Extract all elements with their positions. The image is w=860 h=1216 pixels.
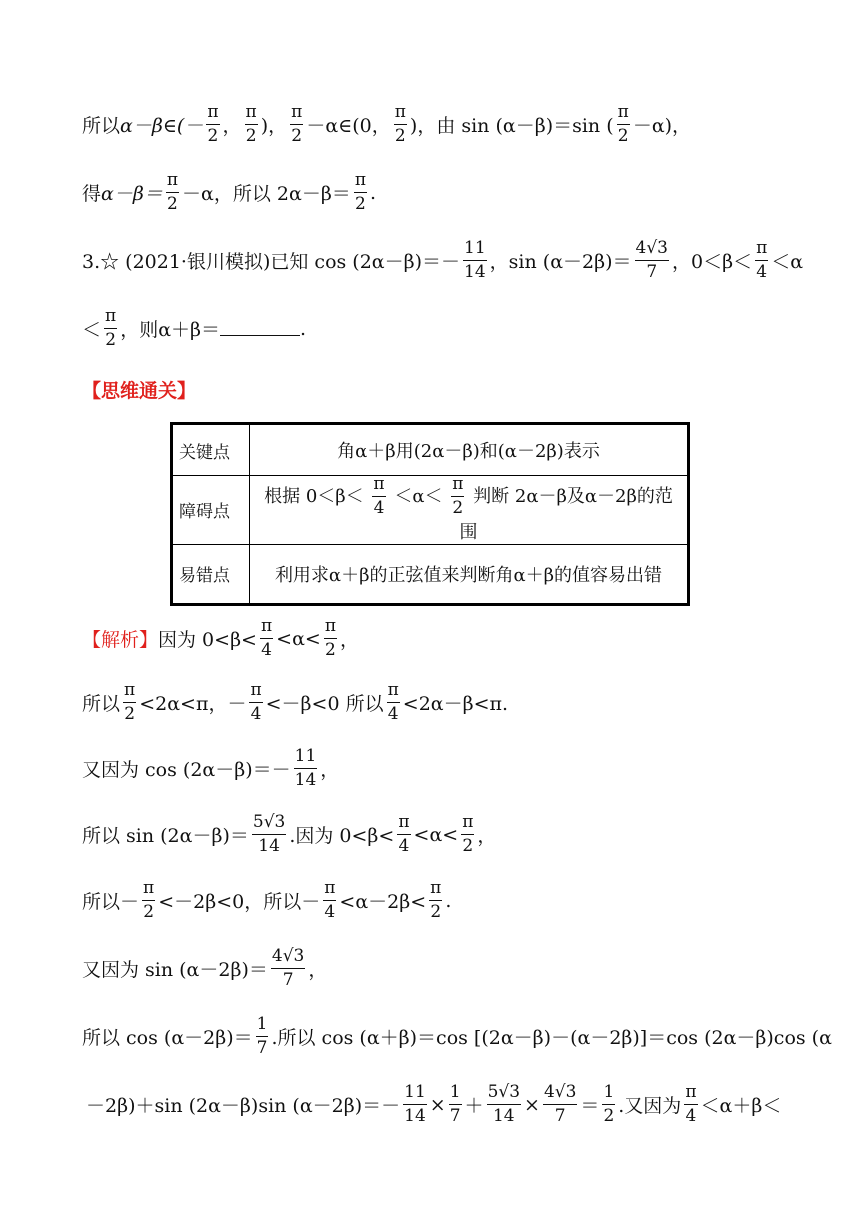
fraction-pi-over-4: $\frac{\pi}{4}$ — [250, 680, 262, 724]
fraction-pi-over-4: $\frac{\pi}{4}$ — [685, 1082, 697, 1126]
table-value-cell: 角α＋β用(2α－β)和(α－2β)表示 — [250, 424, 689, 476]
text: . — [370, 181, 377, 204]
fraction-pi-over-4: $\frac{\pi}{4}$ — [756, 238, 768, 282]
fraction-4root3-over-7: $\frac{4√3}{7}$ — [543, 1082, 577, 1126]
fraction-pi-over-2: $\frac{\pi}{2}$ — [462, 812, 474, 856]
fraction-pi-over-2: $\frac{\pi}{2}$ — [394, 102, 406, 146]
text: ，sin (α－2β)＝ — [489, 251, 632, 274]
fraction-4root3-over-7: $\frac{4√3}{7}$ — [635, 238, 668, 282]
text: α－β∈(－ — [120, 115, 204, 138]
text: 得 — [82, 183, 102, 206]
analysis-line-4 — [82, 814, 496, 856]
solution-line-1 — [82, 104, 691, 146]
text: ＜α＋β＜ — [700, 1095, 782, 1118]
table-value-cell: 根据 0＜β＜ $\frac{\pi}{4}$ ＜α＜ $\frac{\pi}{2}$ 判断 2α－β及α－2β的范围 — [250, 476, 689, 545]
fraction-pi-over-4: $\frac{\pi}{4}$ — [387, 680, 399, 724]
text: 又因为 cos (2α－β)＝－ — [82, 759, 291, 782]
fraction-pi-over-2: $\frac{\pi}{2}$ — [207, 102, 219, 146]
text: ＝ — [580, 1095, 600, 1118]
answer-blank — [220, 321, 300, 336]
text: 所以 — [82, 115, 121, 138]
fraction-pi-over-2: $\frac{\pi}{2}$ — [124, 680, 136, 724]
fraction-pi-over-2: $\frac{\pi}{2}$ — [245, 102, 257, 146]
text: ， — [320, 759, 340, 782]
fraction-1-over-2: $\frac{1}{2}$ — [603, 1082, 615, 1126]
fraction-pi-over-2: $\frac{\pi}{2}$ — [430, 878, 442, 922]
text: ， — [308, 959, 328, 982]
text: <α< — [413, 823, 459, 846]
analysis-line-1 — [82, 618, 359, 660]
fraction-pi-over-4: $\frac{\pi}{4}$ — [260, 616, 273, 660]
section-heading — [82, 376, 196, 403]
fraction-pi-over-2: $\frac{\pi}{2}$ — [617, 102, 629, 146]
text: . — [445, 889, 452, 912]
analysis-line-2 — [82, 682, 508, 724]
fraction-5root3-over-14: $\frac{5√3}{14}$ — [252, 812, 286, 856]
text: )，由 sin (α－β)＝sin ( — [409, 115, 614, 138]
heading-text: 【思维通关】 — [82, 380, 197, 402]
text: －2β)＋sin (2α－β)sin (α－2β)＝－ — [86, 1095, 401, 1118]
text: 所以 sin (2α－β)＝ — [82, 825, 249, 848]
text: <2α<π，－ — [139, 693, 247, 716]
text: .因为 0<β< — [289, 825, 395, 848]
text: ， — [340, 629, 360, 652]
fraction-pi-over-2: $\frac{\pi}{2}$ — [291, 102, 303, 146]
text: <2α－β<π. — [402, 693, 509, 716]
fraction-pi-over-2: $\frac{\pi}{2}$ — [166, 170, 179, 214]
problem-line-2 — [82, 308, 306, 350]
analysis-line-6 — [82, 948, 327, 990]
problem-line-1 — [82, 240, 803, 282]
text: 所以 — [82, 693, 121, 716]
analysis-line-3 — [82, 748, 339, 790]
table-key-cell: 障碍点 — [172, 476, 250, 545]
text: ，0＜β＜ — [671, 251, 753, 274]
text: )， — [260, 115, 288, 138]
text: ， — [477, 825, 497, 848]
text: 因为 0<β< — [158, 629, 257, 652]
table-row — [172, 424, 689, 476]
solution-line-2 — [82, 172, 376, 214]
fraction-1-over-7: $\frac{1}{7}$ — [256, 1014, 268, 1058]
text: <α< — [276, 627, 321, 650]
text: ，则α＋β＝ — [120, 319, 221, 342]
table-value-cell: 利用求α＋β的正弦值来判断角α＋β的值容易出错 — [250, 544, 689, 604]
analysis-table — [170, 422, 690, 606]
fraction-pi-over-2: $\frac{\pi}{2}$ — [143, 878, 155, 922]
text: <－β<0 所以 — [265, 693, 384, 716]
text: ＋ — [464, 1095, 484, 1118]
fraction-pi-over-4: $\frac{\pi}{4}$ — [324, 878, 336, 922]
text: <α－2β< — [339, 891, 427, 914]
text: 所以 cos (α－2β)＝ — [82, 1027, 253, 1050]
text: －α)， — [632, 115, 692, 138]
fraction-5root3-over-14: $\frac{5√3}{14}$ — [487, 1082, 521, 1126]
text: －α∈(0， — [306, 115, 391, 138]
text: × — [524, 1093, 540, 1116]
fraction-pi-over-2: $\frac{\pi}{2}$ — [452, 474, 464, 518]
text: 又因为 sin (α－2β)＝ — [82, 959, 268, 982]
text: 所以－ — [82, 891, 140, 914]
text: ， — [222, 115, 242, 138]
fraction-11-over-14: $\frac{11}{14}$ — [464, 238, 486, 282]
fraction-11-over-14: $\frac{11}{14}$ — [404, 1082, 426, 1126]
text: .又因为 — [618, 1095, 682, 1118]
fraction-11-over-14: $\frac{11}{14}$ — [294, 746, 317, 790]
fraction-pi-over-2: $\frac{\pi}{2}$ — [105, 306, 117, 350]
analysis-line-5 — [82, 880, 451, 922]
fraction-pi-over-4: $\frac{\pi}{4}$ — [398, 812, 410, 856]
text: －α，所以 2α－β＝ — [182, 183, 351, 206]
fraction-1-over-7: $\frac{1}{7}$ — [449, 1082, 461, 1126]
fraction-4root3-over-7: $\frac{4√3}{7}$ — [271, 946, 305, 990]
text: × — [429, 1093, 446, 1116]
fraction-pi-over-4: $\frac{\pi}{4}$ — [373, 474, 385, 518]
analysis-tag: 【解析】 — [82, 629, 159, 652]
analysis-line-7 — [82, 1016, 832, 1058]
fraction-pi-over-2: $\frac{\pi}{2}$ — [354, 170, 366, 214]
text: <－2β<0，所以－ — [158, 891, 321, 914]
fraction-pi-over-2: $\frac{\pi}{2}$ — [324, 616, 337, 660]
table-key-cell: 关键点 — [172, 424, 250, 476]
text: . — [300, 317, 307, 340]
text: α－β＝ — [101, 183, 163, 206]
table-row — [172, 544, 689, 604]
analysis-line-8 — [86, 1084, 781, 1126]
text: ＜ — [82, 319, 102, 342]
text: .所以 cos (α＋β)＝cos [(2α－β)－(α－2β)]＝cos (2α－β)cos (α — [271, 1027, 832, 1050]
text: 3.☆ (2021·银川模拟)已知 cos (2α－β)＝－ — [82, 251, 461, 274]
table-row — [172, 476, 689, 545]
text: ＜α — [771, 251, 804, 274]
table-key-cell: 易错点 — [172, 544, 250, 604]
